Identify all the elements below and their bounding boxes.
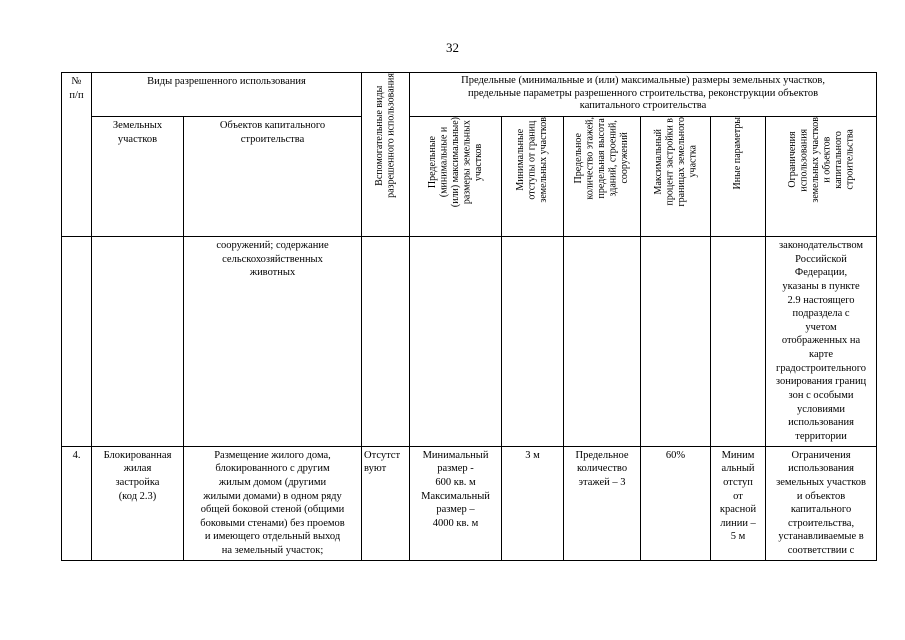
row-floors: Предельное количество этажей – 3 <box>564 446 641 560</box>
header-floors-height: Предельное количество этажей, предельная высота зданий, строений, сооружений <box>573 117 631 200</box>
header-permitted-uses-cell <box>92 73 362 117</box>
row-percent <box>641 237 711 447</box>
row-restrictions: законодательством Российской Федерации, указаны в пункте 2.9 настоящего подраздела с учетом отображенных на карте градостроительного зонирования границ зон с особыми условиями использования территории <box>766 237 877 447</box>
row-restrictions: Ограничения использования земельных участков и объектов капитального строительства, устанавливаемые в соответствии с <box>766 446 877 560</box>
row-floors <box>564 237 641 447</box>
header-number-cell <box>62 73 92 237</box>
row-plot-sizes: Минимальный размер - 600 кв. м Максимальный размер – 4000 кв. м <box>410 446 502 560</box>
header-plot-sizes: Предельные (минимальные и (или) максимальные) размеры земельных участков <box>426 117 484 208</box>
header-row-1 <box>62 73 877 117</box>
row-plot-sizes <box>410 237 502 447</box>
header-capital-objects-cell <box>184 117 362 237</box>
header-permitted-uses: Виды разрешенного использования <box>147 76 306 87</box>
header-other-cell <box>711 117 766 237</box>
header-percent-cell <box>641 117 711 237</box>
header-auxiliary-uses: Вспомогательные виды разрешенного использования <box>374 73 397 198</box>
row-percent: 60% <box>641 446 711 560</box>
header-other-params: Иные параметры <box>732 117 744 190</box>
row-land-plots <box>92 237 184 447</box>
header-capital-objects: Объектов капитального строительства <box>219 120 326 145</box>
header-limits-cell <box>410 73 877 117</box>
row-other <box>711 237 766 447</box>
header-auxiliary-cell <box>362 73 410 237</box>
table-row <box>62 237 877 447</box>
header-restrictions: Ограничения использования земельных участков и объектов капитального строительства <box>786 117 856 203</box>
row-setbacks: 3 м <box>502 446 564 560</box>
row-auxiliary <box>362 237 410 447</box>
header-setbacks-cell <box>502 117 564 237</box>
permitted-use-table <box>61 72 877 561</box>
header-land-plots: Земельных участков <box>112 120 163 145</box>
row-auxiliary: Отсутст вуют <box>362 446 410 560</box>
row-other: Миним альный отступ от красной линии – 5 м <box>711 446 766 560</box>
row-number <box>62 237 92 447</box>
row-capital-objects: Размещение жилого дома, блокированного с другим жилым домом (другими жилыми домами) в одном ряду общей боковой стеной (общими боковыми стенами) без проемов и имеющего отдельный выход на земельный участок; <box>184 446 362 560</box>
header-build-percent: Максимальный процент застройки в границах земельного участка <box>652 117 699 207</box>
row-setbacks <box>502 237 564 447</box>
header-plot-sizes-cell <box>410 117 502 237</box>
page-number: 32 <box>446 40 459 55</box>
header-limits-group: Предельные (минимальные и (или) максимальные) размеры земельных участков, предельные параметры разрешенного строительства, реконструкции объектов капитального строительства <box>461 75 825 112</box>
header-land-plots-cell <box>92 117 184 237</box>
table-row <box>62 446 877 560</box>
row-number: 4. <box>62 446 92 560</box>
row-capital-objects: сооружений; содержание сельскохозяйственных животных <box>184 237 362 447</box>
header-floors-cell <box>564 117 641 237</box>
header-restrictions-cell <box>766 117 877 237</box>
header-row-2 <box>62 117 877 237</box>
row-land-plots: Блокированная жилая застройка (код 2.3) <box>92 446 184 560</box>
header-number: № п/п <box>69 76 84 101</box>
header-setbacks: Минимальные отступы от границ земельных участков <box>515 117 550 203</box>
